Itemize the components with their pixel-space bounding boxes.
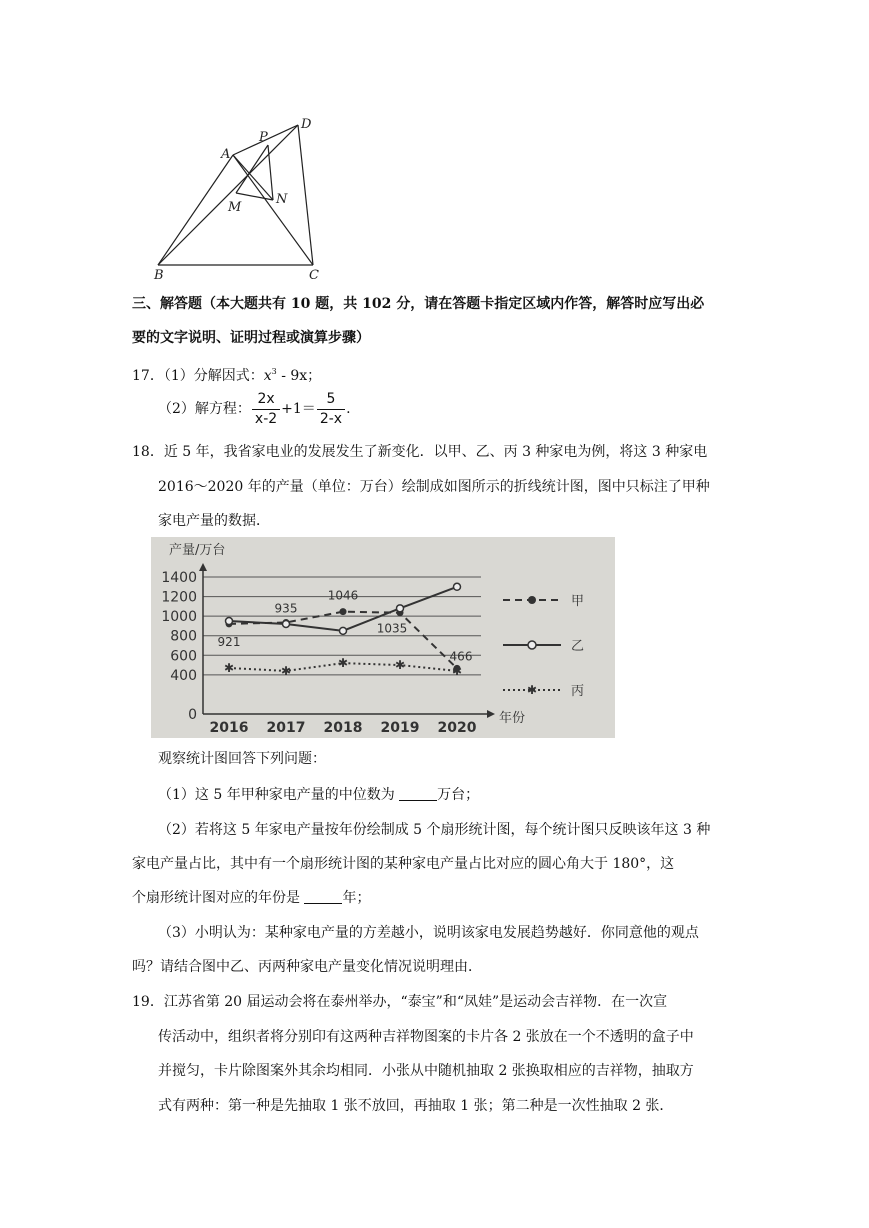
x-axis-label: 年份: [499, 711, 526, 726]
plus-one-equals: +1＝: [281, 401, 316, 417]
q18-sub2-text: 个扇形统计图对应的年份是: [132, 890, 300, 906]
y-axis-label: 产量/万台: [169, 543, 226, 558]
q17-part2: [158, 389, 351, 429]
label-N: N: [276, 192, 288, 207]
q17-part1-prefix: （1）分解因式：: [163, 368, 264, 384]
fraction-2-denominator: 2-x: [319, 410, 343, 427]
y-tick-label: 0: [188, 707, 197, 723]
q18-sub3-line2: 吗？请结合图中乙、丙两种家电产量变化情况说明理由．: [132, 959, 482, 975]
fraction-2: [317, 391, 345, 428]
data-point: [454, 583, 461, 590]
y-tick-label: 600: [170, 648, 197, 665]
q19-line4: 式有两种：第一种是先抽取 1 张不放回，再抽取 1 张；第二种是一次性抽取 2 张．: [158, 1098, 674, 1114]
x-tick-label: 2018: [323, 720, 363, 736]
fraction-2-numerator: 5: [317, 391, 345, 410]
q18-line2: 2016～2020 年的产量（单位：万台）绘制成如图所示的折线统计图，图中只标注了甲种: [158, 479, 710, 495]
q17-expr-rest: - 9x；: [276, 368, 322, 384]
section-heading-line1: 三、解答题（本大题共有 10 题，共 102 分，请在答题卡指定区域内作答，解答时应写出必: [132, 296, 705, 312]
y-tick-label: 1000: [161, 609, 197, 626]
legend-label: 甲: [571, 594, 585, 609]
data-point: [340, 608, 347, 615]
label-C: C: [309, 268, 319, 280]
y-tick-label: 800: [170, 628, 197, 645]
answer-blank-1[interactable]: [399, 786, 437, 801]
x-tick-label: 2016: [209, 720, 249, 736]
q18-sub1-unit: 万台；: [437, 787, 480, 803]
data-point: ✱: [337, 656, 349, 671]
y-tick-label: 1200: [161, 589, 197, 606]
line-chart-svg: [151, 537, 615, 738]
data-label: 921: [217, 634, 241, 649]
fraction-1-numerator: 2x: [252, 391, 280, 410]
legend-marker: [528, 641, 536, 649]
line-chart: [151, 537, 615, 738]
data-point: ✱: [280, 663, 292, 678]
q17-part1: [132, 362, 321, 386]
data-point: ✱: [394, 658, 406, 673]
q18-sub2-line2: 家电产量占比，其中有一个扇形统计图的某种家电产量占比对应的圆心角大于 180°，这: [132, 856, 675, 872]
y-tick-label: 1400: [161, 570, 197, 586]
data-label: 935: [274, 601, 298, 616]
q17-part2-end: .: [346, 401, 351, 417]
q17-part2-prefix: （2）解方程：: [158, 401, 251, 417]
label-P: P: [259, 130, 268, 145]
q18-sub3-line1: （3）小明认为：某种家电产量的方差越小，说明该家电发展趋势越好．你同意他的观点: [158, 925, 699, 941]
q19-line3: 并搅匀，卡片除图案外其余均相同．小张从中随机抽取 2 张换取相应的吉祥物，抽取方: [158, 1063, 694, 1079]
q18-sub1: [158, 785, 479, 805]
data-point: [397, 605, 404, 612]
label-B: B: [154, 268, 164, 280]
x-tick-label: 2019: [380, 720, 420, 736]
data-point: ✱: [223, 661, 235, 676]
legend-label: 乙: [571, 639, 585, 654]
fraction-1-denominator: x-2: [254, 410, 278, 427]
q18-line1: 18．近 5 年，我省家电业的发展发生了新变化．以甲、乙、丙 3 种家电为例，将这 3 种家电: [132, 444, 708, 460]
section-heading-line2: 要的文字说明、证明过程或演算步骤）: [132, 330, 370, 346]
y-axis-arrow: [199, 563, 207, 571]
q18-sub2-line1: （2）若将这 5 年家电产量按年份绘制成 5 个扇形统计图，每个统计图只反映该年这 3 种: [158, 822, 711, 838]
x-tick-label: 2017: [266, 720, 306, 736]
q18-line3: 家电产量的数据．: [158, 513, 270, 529]
label-A: A: [221, 147, 231, 162]
legend-marker: [528, 596, 536, 604]
data-label: 466: [449, 649, 473, 664]
q18-sub2-unit: 年；: [342, 890, 371, 906]
legend-label: 丙: [571, 684, 585, 699]
geometry-figure: [148, 110, 338, 280]
data-point: ✱: [451, 663, 463, 678]
data-point: [340, 627, 347, 634]
data-label: 1046: [327, 588, 359, 603]
q18-sub2-line3: [132, 888, 370, 908]
q19-line2: 传活动中，组织者将分别印有这两种吉祥物图案的卡片各 2 张放在一个不透明的盒子中: [158, 1029, 694, 1045]
data-point: [283, 620, 290, 627]
fraction-1: [252, 391, 280, 428]
data-point: [226, 618, 233, 625]
q18-sub1-text: （1）这 5 年甲种家电产量的中位数为: [158, 787, 395, 803]
answer-blank-2[interactable]: [304, 889, 342, 904]
x-tick-label: 2020: [437, 720, 477, 736]
q18-observe: 观察统计图回答下列问题：: [158, 751, 326, 767]
label-D: D: [301, 117, 312, 132]
label-M: M: [228, 200, 242, 215]
y-tick-label: 400: [170, 667, 197, 684]
q17-expr-exp: 3: [271, 367, 277, 376]
x-axis-arrow: [487, 710, 495, 718]
q19-line1: 19．江苏省第 20 届运动会将在泰州举办，“泰宝”和“凤娃”是运动会吉祥物．在一次宣: [132, 994, 668, 1010]
data-label: 1035: [376, 621, 408, 636]
q17-number: 17．: [132, 368, 164, 384]
q17-expr-base: x: [263, 368, 272, 384]
legend-marker: ✱: [526, 683, 538, 697]
